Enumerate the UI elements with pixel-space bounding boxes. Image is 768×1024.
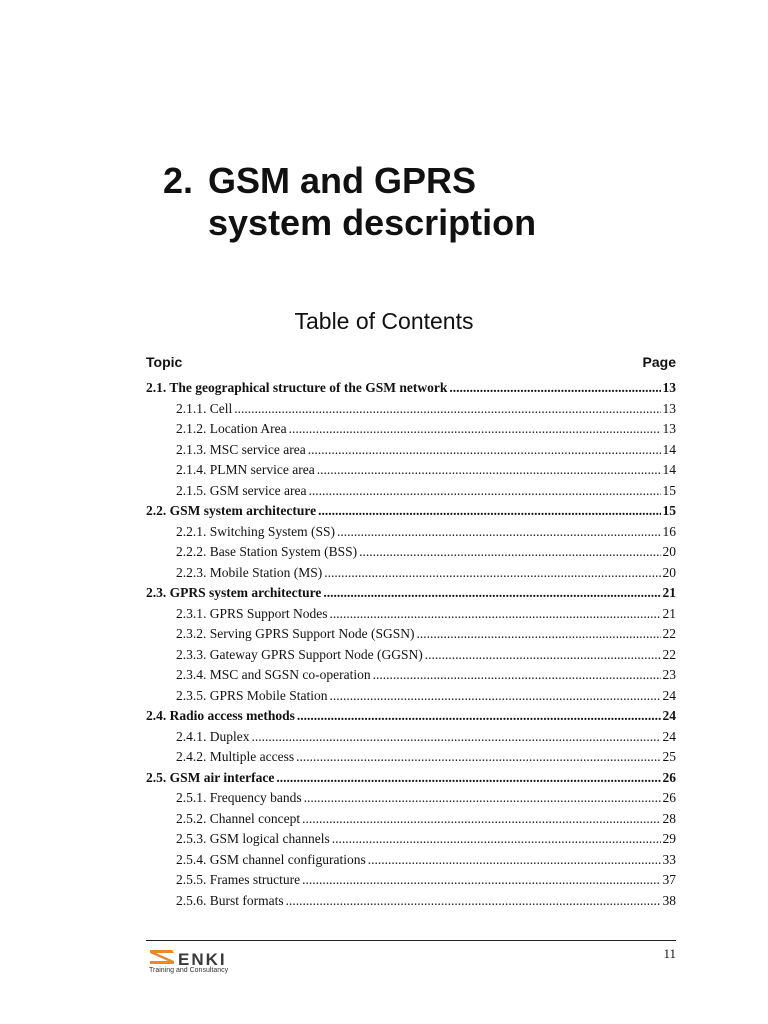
enki-logo [148,949,229,974]
toc-entry-page: 24 [662,708,676,723]
toc-entry-label: 2.5.6. Burst formats [176,892,284,908]
dot-leader [330,688,661,704]
toc-entry-label: 2.5.5. Frames structure [176,872,301,887]
dot-leader [252,729,661,745]
footer-divider [146,940,676,941]
toc-entry-page: 15 [662,482,676,498]
toc-subsection-entry[interactable] [146,462,676,483]
toc-entry-label: 2.3.5. GPRS Mobile Station [176,687,328,703]
toc-subsection-entry[interactable] [146,401,676,422]
toc-entry-page: 23 [662,667,676,682]
toc-entry-label: 2.1.3. MSC service area [176,441,306,457]
toc-subsection-entry[interactable] [146,688,676,709]
chapter-title [163,160,536,244]
toc-subsection-entry[interactable] [146,483,676,504]
logo-tagline: Training and Consultancy [149,967,229,974]
toc-subsection-entry[interactable] [146,811,676,832]
toc-entry-page: 14 [662,462,676,477]
dot-leader [289,421,661,437]
dot-leader [302,872,660,888]
toc-entry-label: 2.3. GPRS system architecture [146,585,322,600]
dot-leader [323,585,660,601]
toc-entry-page: 21 [662,605,676,621]
toc-column-header [146,354,676,370]
toc-entry-label: 2.1.5. GSM service area [176,482,307,498]
toc-entry-page: 13 [662,400,676,416]
toc-section-entry[interactable] [146,708,676,729]
toc-entry-label: 2.2. GSM system architecture [146,503,317,518]
toc-subsection-entry[interactable] [146,565,676,586]
dot-leader [324,565,660,581]
dot-leader [368,852,661,868]
toc-entry-label: 2.2.2. Base Station System (BSS) [176,544,358,559]
toc-entry-page: 29 [662,831,676,846]
toc-section-entry[interactable] [146,585,676,606]
dot-leader [308,442,661,458]
toc-heading: Table of Contents [294,308,474,334]
toc-subsection-entry[interactable] [146,872,676,893]
dot-leader [332,831,661,847]
dot-leader [308,483,660,499]
toc-entry-label: 2.2.3. Mobile Station (MS) [176,564,323,580]
toc-entry-page: 13 [662,421,676,436]
toc-entry-page: 25 [662,749,676,764]
dot-leader [330,606,661,622]
toc-entry-page: 20 [662,564,676,580]
toc-subsection-entry[interactable] [146,544,676,565]
toc-subsection-entry[interactable] [146,524,676,545]
chapter-number: 2. [163,160,194,201]
toc-entry-label: 2.1. The geographical structure of the GSM network [146,380,448,395]
toc-entry-label: 2.3.3. Gateway GPRS Support Node (GGSN) [176,646,423,662]
toc-entry-label: 2.2.1. Switching System (SS) [176,523,336,539]
dot-leader [276,770,660,786]
toc-entry-page: 26 [662,769,676,785]
dot-leader [373,667,661,683]
toc-subsection-entry[interactable] [146,893,676,914]
toc-entry-page: 21 [662,585,676,600]
toc-subsection-entry[interactable] [146,852,676,873]
toc-section-entry[interactable] [146,503,676,524]
logo-text: ENKI [178,950,227,969]
toc-subsection-entry[interactable] [146,421,676,442]
toc-entry-page: 15 [662,503,676,518]
dot-leader [359,544,660,560]
toc-entry-page: 33 [662,851,676,867]
toc-entry-label: 2.3.1. GPRS Support Nodes [176,605,328,621]
toc-entry-page: 22 [662,646,676,662]
page-number: 11 [663,946,676,961]
dot-leader [318,503,660,519]
enki-logo-mark-icon [148,949,176,965]
toc-entry-page: 24 [662,687,676,703]
toc-entry-page: 38 [662,892,676,908]
toc-subsection-entry[interactable] [146,647,676,668]
toc-entry-page: 28 [662,810,676,826]
toc-entry-label: 2.5.2. Channel concept [176,810,301,826]
toc-subsection-entry[interactable] [146,606,676,627]
chapter-title-line2: system description [208,202,537,243]
toc-entry-page: 22 [662,626,676,641]
topic-column-header: Topic [146,354,183,370]
dot-leader [425,647,661,663]
toc-entry-label: 2.4. Radio access methods [146,708,295,723]
toc-entry-label: 2.5.1. Frequency bands [176,790,302,805]
toc-entry-page: 26 [662,790,676,805]
dot-leader [234,401,660,417]
dot-leader [417,626,661,642]
toc-entry-label: 2.4.2. Multiple access [176,749,295,764]
toc-entry-label: 2.5. GSM air interface [146,769,275,785]
toc-entry-label: 2.3.2. Serving GPRS Support Node (SGSN) [176,626,415,641]
page-column-header: Page [642,354,676,370]
toc-subsection-entry[interactable] [146,442,676,463]
toc-section-entry[interactable] [146,770,676,791]
toc-entry-page: 24 [662,728,676,744]
dot-leader [317,462,661,478]
toc-subsection-entry[interactable] [146,749,676,770]
toc-list [146,380,676,913]
dot-leader [302,811,660,827]
toc-subsection-entry[interactable] [146,626,676,647]
toc-subsection-entry[interactable] [146,729,676,750]
toc-entry-page: 14 [662,441,676,457]
dot-leader [449,380,660,396]
dot-leader [304,790,661,806]
toc-entry-label: 2.1.2. Location Area [176,421,287,436]
toc-entry-label: 2.1.1. Cell [176,400,233,416]
dot-leader [286,893,661,909]
dot-leader [296,749,660,765]
toc-entry-page: 13 [662,380,676,395]
toc-entry-page: 16 [662,523,676,539]
toc-section-entry[interactable] [146,380,676,401]
dot-leader [297,708,661,724]
toc-entry-label: 2.1.4. PLMN service area [176,462,315,477]
toc-entry-label: 2.5.3. GSM logical channels [176,831,330,846]
chapter-title-line1: GSM and GPRS [208,160,477,201]
toc-subsection-entry[interactable] [146,831,676,852]
toc-subsection-entry[interactable] [146,667,676,688]
toc-entry-label: 2.4.1. Duplex [176,728,250,744]
toc-entry-label: 2.5.4. GSM channel configurations [176,851,366,867]
toc-subsection-entry[interactable] [146,790,676,811]
toc-entry-page: 37 [662,872,676,887]
toc-entry-page: 20 [662,544,676,559]
toc-entry-label: 2.3.4. MSC and SGSN co-operation [176,667,371,682]
dot-leader [337,524,660,540]
